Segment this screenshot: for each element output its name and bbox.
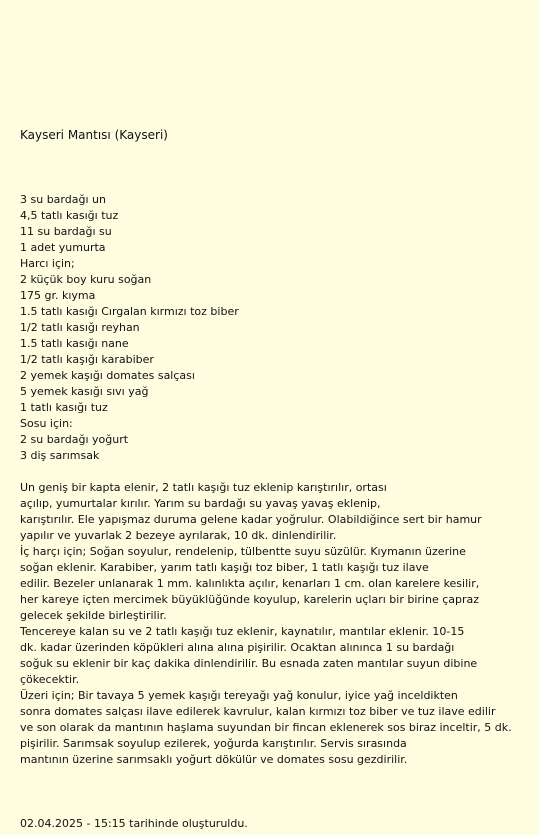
instruction-line: Un geniş bir kapta elenir, 2 tatlı kaşığı tuz eklenip karıştırılır, ortası bbox=[20, 481, 387, 494]
instruction-line: soğan eklenir. Karabiber, yarım tatlı kaşığı toz biber, 1 tatlı kaşığı tuz ilave bbox=[20, 561, 429, 574]
instruction-line: Üzeri için; Bir tavaya 5 yemek kaşığı tereyağı yağ konulur, iyice yağ inceldikten bbox=[20, 689, 458, 702]
instruction-line: mantının üzerine sarımsaklı yoğurt dökülür ve domates sosu gezdirilir. bbox=[20, 753, 408, 766]
instruction-line: gelecek şekilde birleştirilir. bbox=[20, 609, 167, 622]
ingredient-item: 11 su bardağı su bbox=[20, 225, 112, 238]
ingredient-list bbox=[20, 192, 239, 464]
instruction-line: sonra domates salçası ilave edilerek kavrulur, kalan kırmızı toz biber ve tuz ilave edilir bbox=[20, 705, 496, 718]
ingredient-item: 5 yemek kasığı sıvı yağ bbox=[20, 385, 149, 398]
instruction-line: ve son olarak da mantının haşlama suyundan bir fincan eklenerek sos biraz inceltir, 5 dk. bbox=[20, 721, 512, 734]
ingredient-item: Harcı için; bbox=[20, 257, 75, 270]
instructions-text bbox=[20, 480, 512, 768]
ingredient-item: 3 su bardağı un bbox=[20, 193, 106, 206]
instruction-line: İç harçı için; Soğan soyulur, rendelenip, tülbentte suyu süzülür. Kıymanın üzerine bbox=[20, 545, 466, 558]
ingredient-item: 4,5 tatlı kasığı tuz bbox=[20, 209, 119, 222]
ingredient-item: 1.5 tatlı kasığı nane bbox=[20, 337, 129, 350]
ingredient-item: 175 gr. kıyma bbox=[20, 289, 96, 302]
created-timestamp: 02.04.2025 - 15:15 tarihinde oluşturuldu. bbox=[20, 817, 248, 830]
ingredient-item: 1/2 tatlı kasığı reyhan bbox=[20, 321, 140, 334]
recipe-title: Kayseri Mantısı (Kayseri) bbox=[20, 128, 168, 142]
instruction-line: her kareye içten mercimek büyüklüğünde koyulup, karelerin uçları bir birine çapraz bbox=[20, 593, 480, 606]
ingredient-item: 1/2 tatlı kaşığı karabiber bbox=[20, 353, 154, 366]
instruction-line: soğuk su eklenir bir kaç dakika dinlendirilir. Bu esnada zaten mantılar suyun dibine bbox=[20, 657, 478, 670]
instruction-line: pişirilir. Sarımsak soyulup ezilerek, yoğurda karıştırılır. Servis sırasında bbox=[20, 737, 407, 750]
ingredient-item: 2 küçük boy kuru soğan bbox=[20, 273, 152, 286]
instruction-line: yapılır ve yuvarlak 2 bezeye ayrılarak, 10 dk. dinlendirilir. bbox=[20, 529, 337, 542]
instruction-line: Tencereye kalan su ve 2 tatlı kaşığı tuz eklenir, kaynatılır, mantılar eklenir. 10-15 bbox=[20, 625, 465, 638]
ingredient-item: 1 tatlı kasığı tuz bbox=[20, 401, 108, 414]
instruction-line: edilir. Bezeler unlanarak 1 mm. kalınlıkta açılır, kenarları 1 cm. olan karelere kesilir, bbox=[20, 577, 480, 590]
ingredient-item: 1 adet yumurta bbox=[20, 241, 106, 254]
instruction-line: karıştırılır. Ele yapışmaz duruma gelene kadar yoğrulur. Olabildiğince sert bir hamur bbox=[20, 513, 482, 526]
ingredient-item: 2 su bardağı yoğurt bbox=[20, 433, 129, 446]
ingredient-item: Sosu için: bbox=[20, 417, 73, 430]
ingredient-item: 1.5 tatlı kasığı Cırgalan kırmızı toz biber bbox=[20, 305, 239, 318]
ingredient-item: 3 diş sarımsak bbox=[20, 449, 100, 462]
ingredient-item: 2 yemek kaşığı domates salçası bbox=[20, 369, 195, 382]
instruction-line: çökecektir. bbox=[20, 673, 80, 686]
instruction-line: dk. kadar üzerinden köpükleri alına alına pişirilir. Ocaktan alınınca 1 su bardağı bbox=[20, 641, 455, 654]
instruction-line: açılıp, yumurtalar kırılır. Yarım su bardağı su yavaş yavaş eklenip, bbox=[20, 497, 381, 510]
